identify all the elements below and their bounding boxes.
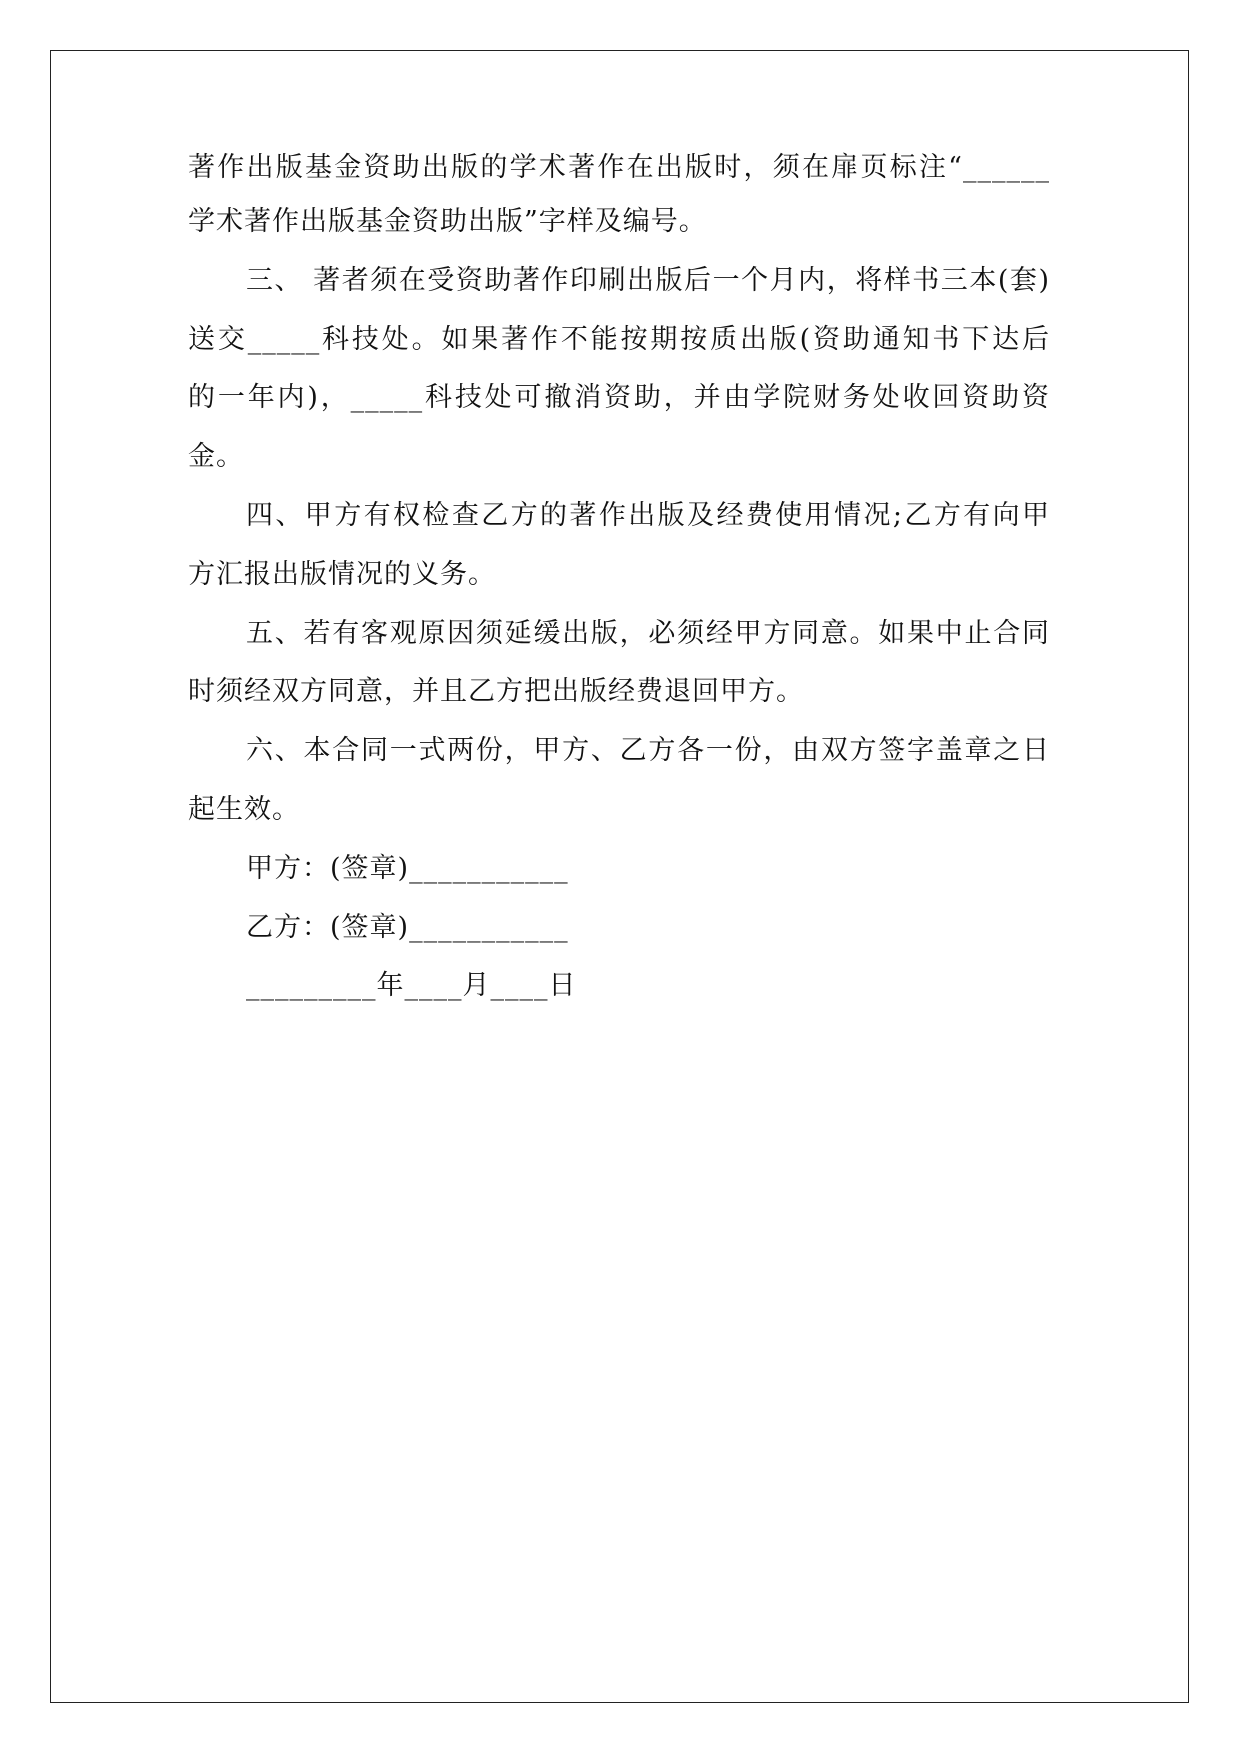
- clause-6-line-2: 起生效。: [188, 794, 300, 825]
- clause-5-line-2: 时须经双方同意，并且乙方把出版经费退回甲方。: [188, 676, 804, 707]
- clause-3-line-2: 送交_____科技处。如果著作不能按期按质出版(资助通知书下达后: [188, 324, 1050, 355]
- clause-5-line-1: 五、若有客观原因须延缓出版，必须经甲方同意。如果中止合同: [246, 618, 1050, 649]
- party-b-signature-line: 乙方：(签章)___________: [246, 912, 569, 943]
- signing-date-line: _________年____月____日: [246, 970, 577, 1001]
- clause-3-line-1: 三、 著者须在受资助著作印刷出版后一个月内，将样书三本(套): [246, 265, 1050, 296]
- clause-3-line-4: 金。: [188, 441, 244, 472]
- party-a-signature-line: 甲方：(签章)___________: [246, 853, 569, 884]
- clause-4-line-2: 方汇报出版情况的义务。: [188, 559, 496, 590]
- clause-6-line-1: 六、本合同一式两份，甲方、乙方各一份，由双方签字盖章之日: [246, 735, 1050, 766]
- clause-2-line-2: 学术著作出版基金资助出版”字样及编号。: [188, 206, 707, 237]
- clause-2-line-1: 著作出版基金资助出版的学术著作在出版时，须在扉页标注“______: [188, 152, 1050, 183]
- clause-4-line-1: 四、甲方有权检查乙方的著作出版及经费使用情况;乙方有向甲: [246, 500, 1050, 531]
- clause-3-line-3: 的一年内)，_____科技处可撤消资助，并由学院财务处收回资助资: [188, 382, 1050, 413]
